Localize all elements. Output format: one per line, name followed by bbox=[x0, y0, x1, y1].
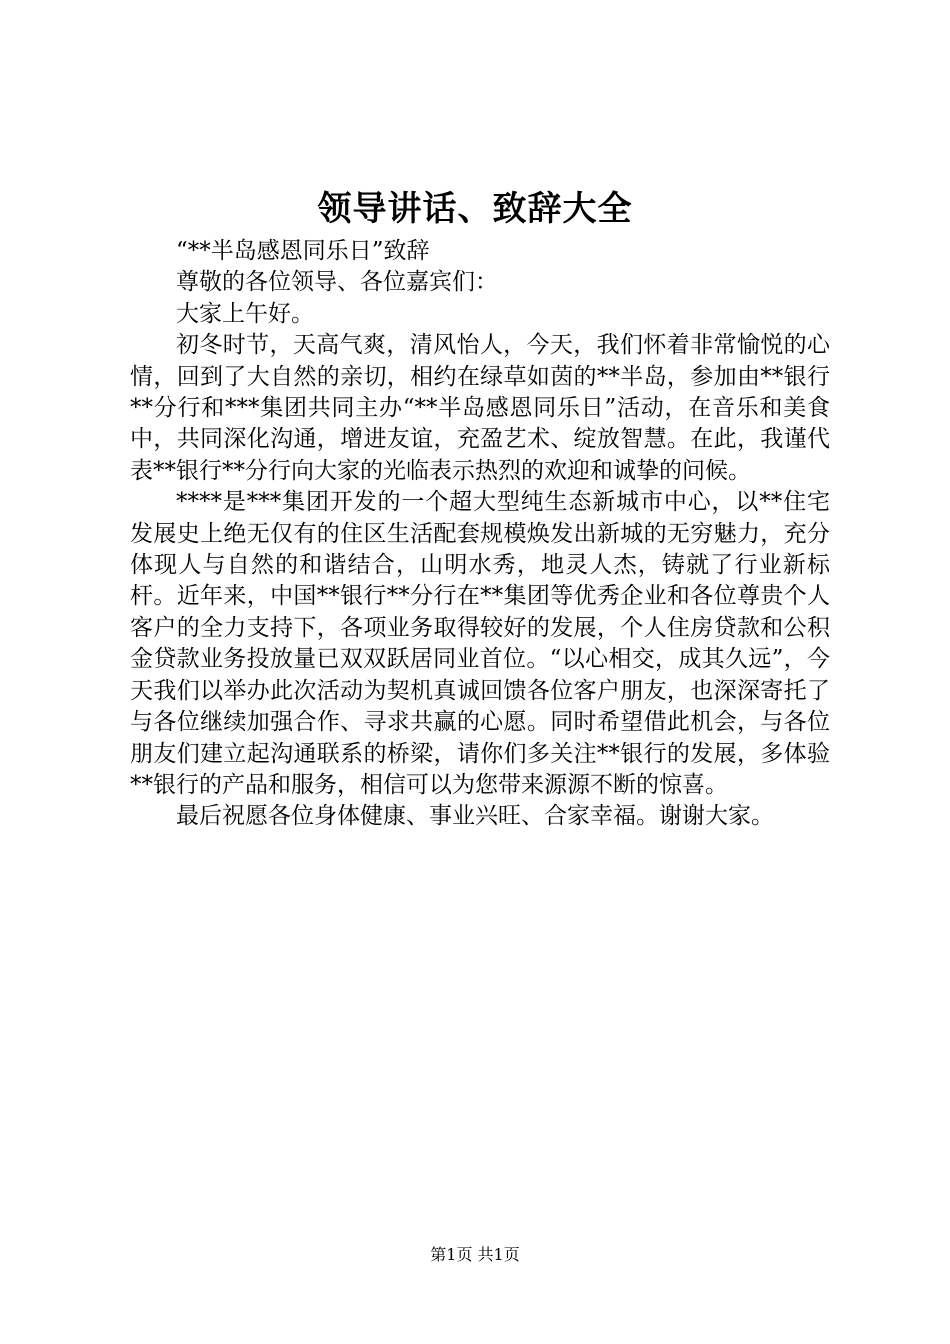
document-title: 领导讲话、致辞大全 bbox=[317, 189, 633, 229]
greeting: 大家上午好。 bbox=[176, 300, 314, 327]
body-paragraph: 初冬时节，天高气爽，清风怡人，今天，我们怀着非常愉悦的心情，回到了大自然的亲切，相约在绿草如茵的**半岛，参加由**银行**分行和***集团共同主办“**半岛感恩同乐日”活动，在音乐和美食中，共同深化沟通，增进友谊，充盈艺术、绽放智慧。在此，我谨代表**银行**分行向大家的光临表示热烈的欢迎和诚挚的问候。 bbox=[130, 332, 830, 484]
salutation: 尊敬的各位领导、各位嘉宾们： bbox=[176, 269, 498, 296]
body-paragraph: ****是***集团开发的一个超大型纯生态新城市中心，以**住宅发展史上绝无仅有的住区生活配套规模焕发出新城的无穷魅力，充分体现人与自然的和谐结合，山明水秀，地灵人杰，铸就了行业新标杆。近年来，中国**银行**分行在**集团等优秀企业和各位尊贵个人客户的全力支持下，各项业务取得较好的发展，个人住房贷款和公积金贷款业务投放量已双双跃居同业首位。“以心相交，成其久远”，今天我们以举办此次活动为契机真诚回馈各位客户朋友，也深深寄托了与各位继续加强合作、寻求共赢的心愿。同时希望借此机会，与各位朋友们建立起沟通联系的桥梁，请你们多关注**银行的发展，多体验**银行的产品和服务，相信可以为您带来源源不断的惊喜。 bbox=[130, 489, 830, 798]
page-number-footer: 第1页 共1页 bbox=[430, 1245, 520, 1264]
speech-heading: “**半岛感恩同乐日”致辞 bbox=[176, 238, 430, 264]
document-body bbox=[130, 236, 830, 833]
closing-paragraph: 最后祝愿各位身体健康、事业兴旺、合家幸福。谢谢大家。 bbox=[176, 803, 774, 830]
